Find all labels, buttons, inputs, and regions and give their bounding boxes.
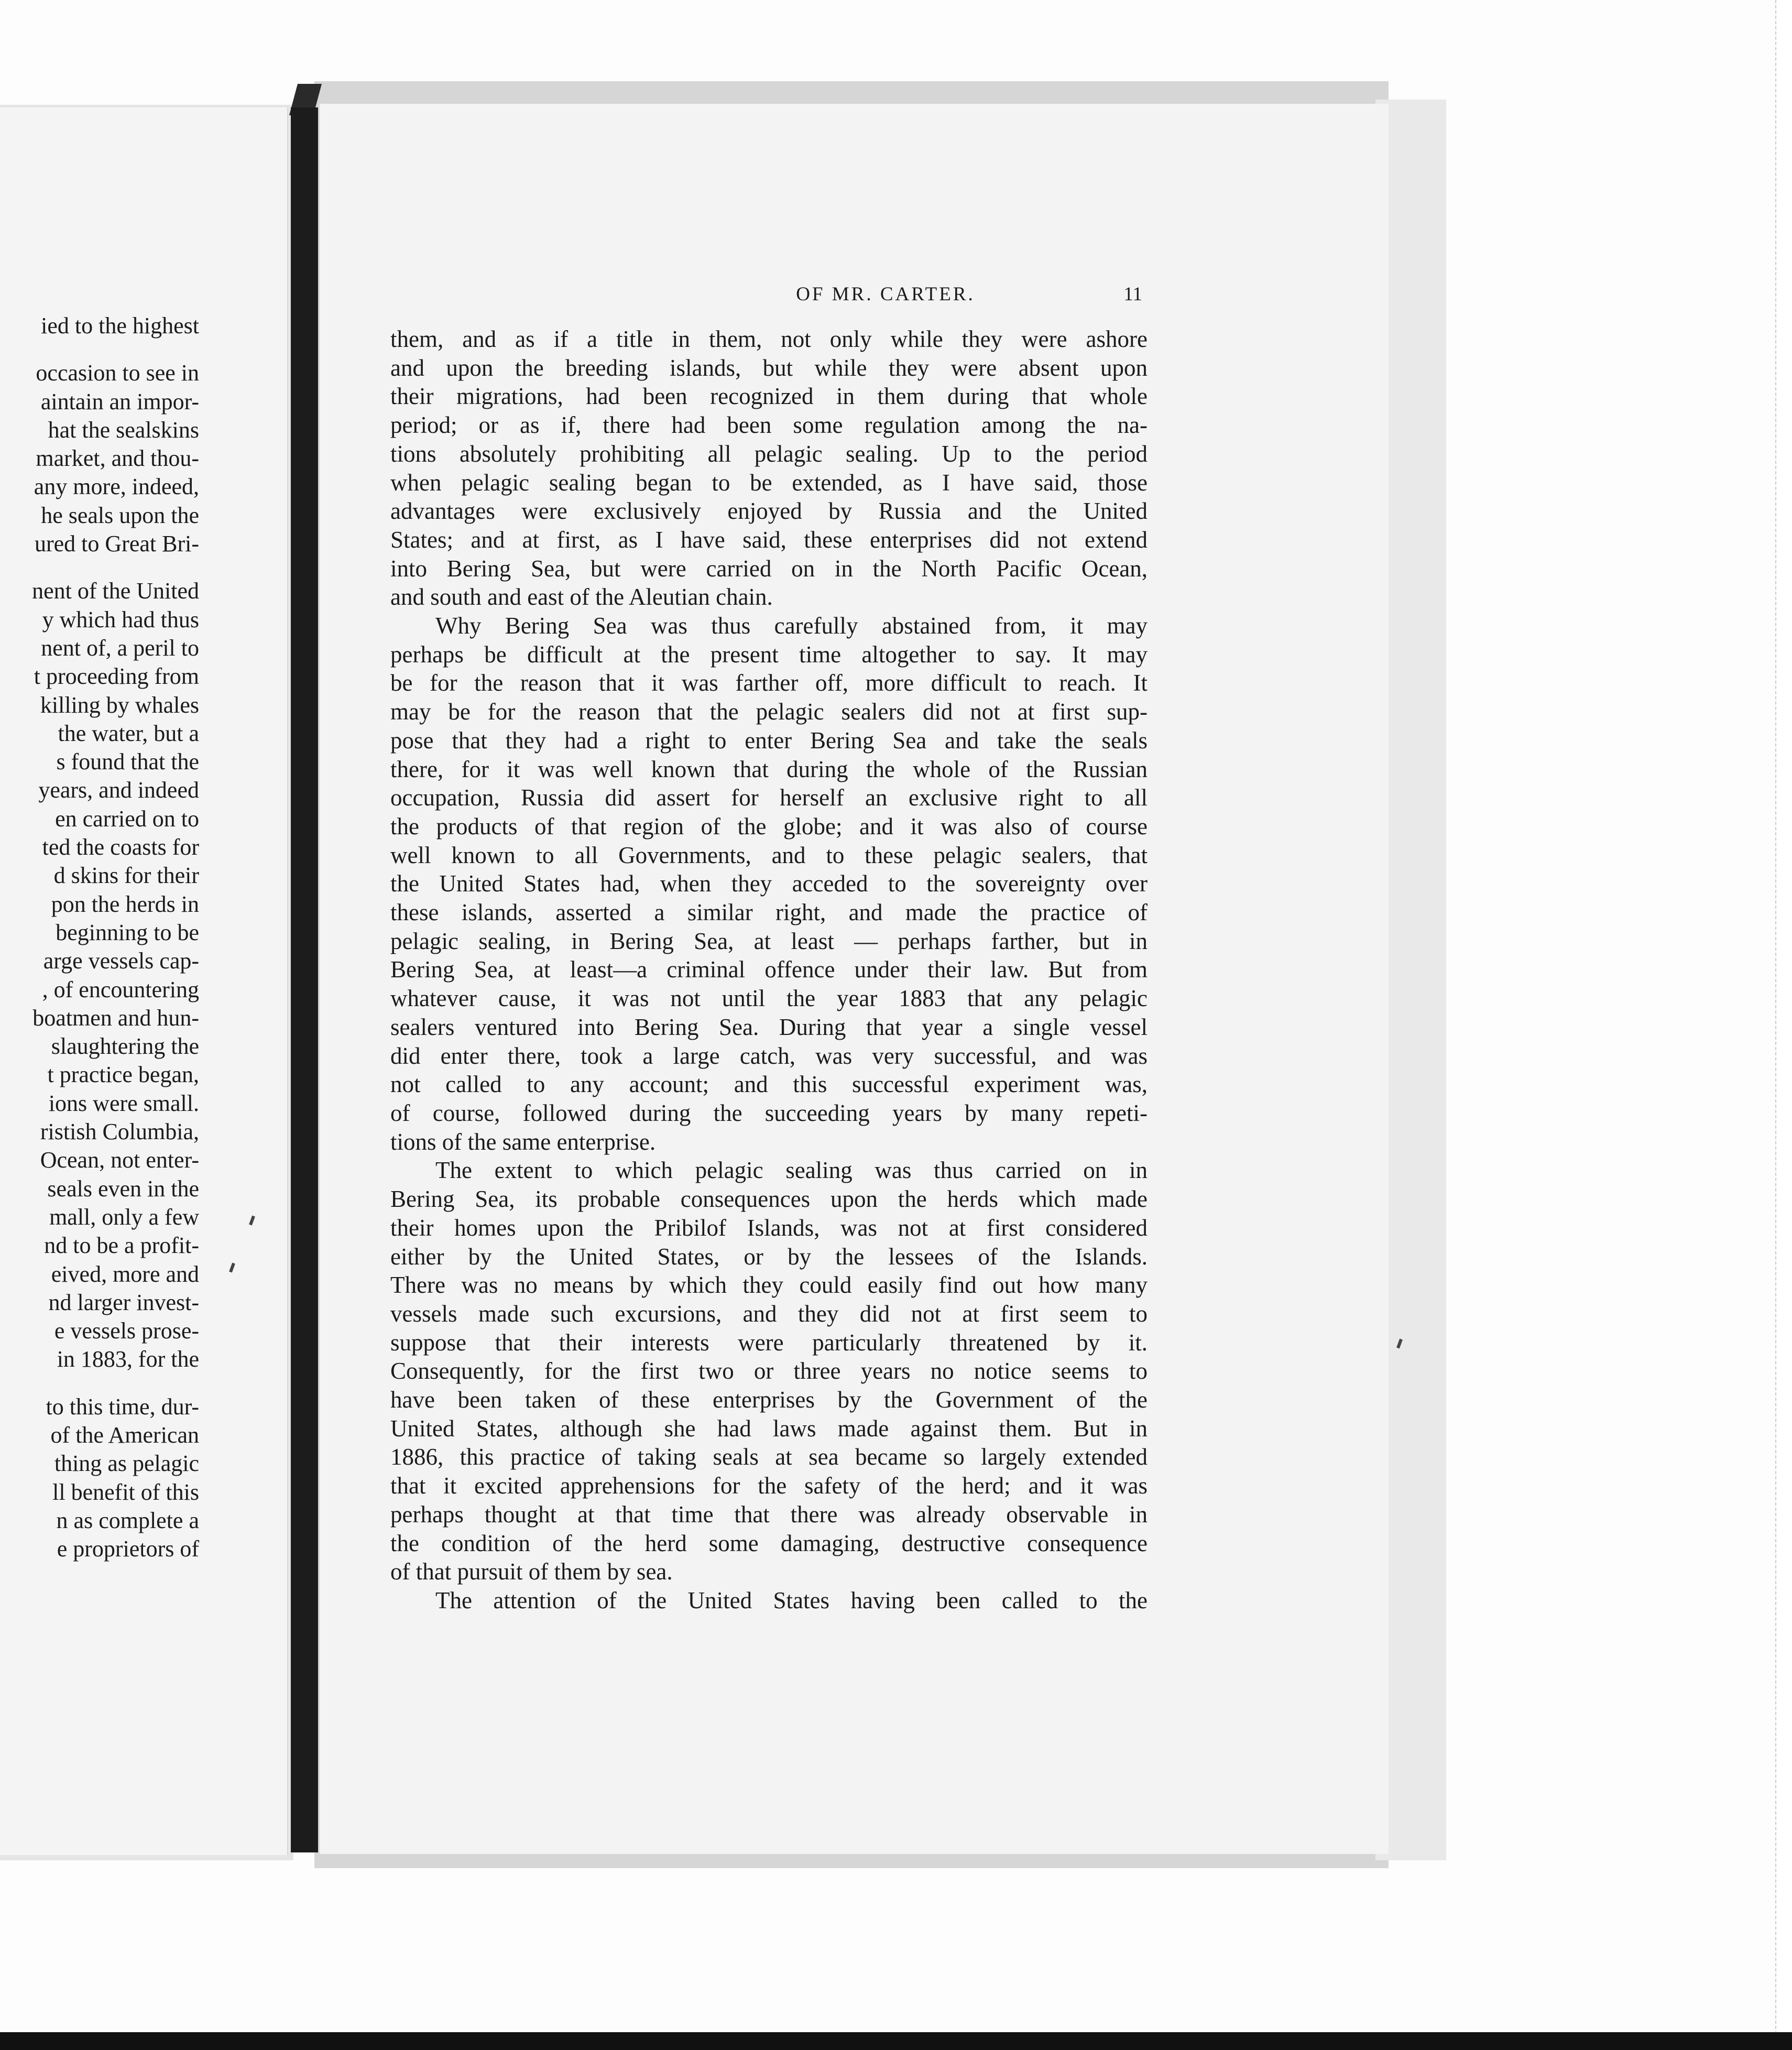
book-spine [291, 107, 318, 1852]
text-line: whatever cause, it was not until the year 1883 that any pelagic [390, 985, 1148, 1012]
text-line: occasion to see in [36, 360, 199, 386]
text-line: Why Bering Sea was thus carefully abstained from, it may [435, 613, 1148, 639]
text-line: 1886, this practice of taking seals at sea became so largely extended [390, 1444, 1148, 1470]
text-line: s found that the [56, 749, 199, 775]
text-line: arge vessels cap- [43, 948, 199, 974]
text-line: of the American [50, 1422, 199, 1448]
text-line: and south and east of the Aleutian chain. [390, 584, 773, 610]
left-page [0, 107, 288, 1855]
text-line: perhaps be difficult at the present time altogether to say. It may [390, 641, 1148, 668]
text-line: vessels made such excursions, and they did not at first seem to [390, 1300, 1148, 1327]
text-line: United States, although she had laws made against them. But in [390, 1415, 1148, 1442]
text-line: when pelagic sealing began to be extended, as I have said, those [390, 469, 1148, 496]
text-line: ured to Great Bri- [35, 531, 199, 557]
text-line: States; and at first, as I have said, these enterprises did not extend [390, 526, 1148, 553]
text-line: either by the United States, or by the lessees of the Islands. [390, 1243, 1148, 1270]
text-line: them, and as if a title in them, not only while they were ashore [390, 326, 1148, 352]
text-line: y which had thus [42, 606, 199, 633]
text-line: tions absolutely prohibiting all pelagic sealing. Up to the period [390, 440, 1148, 467]
text-line: n as complete a [56, 1507, 199, 1533]
text-line: in 1883, for the [57, 1346, 199, 1372]
film-edge-bottom [0, 2032, 1792, 2050]
text-line: ions were small. [48, 1090, 199, 1116]
text-line: e vessels prose- [54, 1318, 199, 1344]
text-line: he seals upon the [41, 502, 199, 528]
text-line: nent of the United [32, 578, 199, 604]
text-line: boatmen and hun- [32, 1005, 199, 1031]
film-edge-right [1775, 0, 1792, 2050]
text-line: en carried on to [55, 805, 199, 832]
text-line: pon the herds in [51, 891, 199, 917]
text-line: these islands, asserted a similar right, and made the practice of [390, 899, 1148, 926]
text-line: their migrations, had been recognized in them during that whole [390, 383, 1148, 410]
text-line: into Bering Sea, but were carried on in the North Pacific Ocean, [390, 555, 1148, 582]
text-line: period; or as if, there had been some regulation among the na- [390, 412, 1148, 439]
text-line: nd larger invest- [48, 1289, 199, 1315]
text-line: suppose that their interests were particularly threatened by it. [390, 1329, 1148, 1356]
text-line: occupation, Russia did assert for herself an exclusive right to all [390, 784, 1148, 811]
text-line: any more, indeed, [34, 474, 199, 500]
text-line: years, and indeed [38, 777, 199, 803]
text-line: the United States had, when they acceded to the sovereignty over [390, 870, 1148, 897]
text-line: nent of, a peril to [41, 635, 199, 661]
text-line: not called to any account; and this successful experiment was, [390, 1071, 1148, 1098]
text-line: ristish Columbia, [40, 1119, 199, 1145]
text-line: advantages were exclusively enjoyed by Russia and the United [390, 498, 1148, 525]
text-line: of course, followed during the succeeding years by many repeti- [390, 1099, 1148, 1126]
text-line: d skins for their [53, 863, 199, 889]
text-line: pelagic sealing, in Bering Sea, at least — perhaps farther, but in [390, 928, 1148, 954]
text-line: may be for the reason that the pelagic sealers did not at first sup- [390, 699, 1148, 725]
left-page-text [0, 312, 199, 1563]
text-line: sealers ventured into Bering Sea. During that year a single vessel [390, 1013, 1148, 1040]
text-line: e proprietors of [57, 1536, 199, 1562]
text-line: the water, but a [58, 720, 199, 746]
text-line: to this time, dur- [46, 1393, 199, 1420]
text-line: be for the reason that it was farther off, more difficult to reach. It [390, 670, 1148, 696]
text-line: Ocean, not enter- [40, 1147, 199, 1173]
text-line: the condition of the herd some damaging, destructive consequence [390, 1530, 1148, 1556]
text-line: beginning to be [56, 919, 199, 945]
text-line: Bering Sea, its probable consequences upon the herds which made [390, 1186, 1148, 1213]
text-line: have been taken of these enterprises by the Government of the [390, 1387, 1148, 1413]
text-line: and upon the breeding islands, but while they were absent upon [390, 354, 1148, 381]
text-line: ll benefit of this [52, 1479, 199, 1505]
text-line: did enter there, took a large catch, was very successful, and was [390, 1042, 1148, 1069]
text-line: The attention of the United States having been called to the [435, 1587, 1148, 1613]
text-line: The extent to which pelagic sealing was thus carried on in [435, 1157, 1148, 1184]
right-page-body-text [390, 325, 1148, 1615]
text-line: killing by whales [40, 692, 199, 718]
text-line: There was no means by which they could easily find out how many [390, 1272, 1148, 1299]
text-line: slaughtering the [51, 1033, 199, 1060]
text-line: ied to the highest [41, 313, 199, 339]
text-line: thing as pelagic [54, 1451, 199, 1477]
text-line: Bering Sea, at least—a criminal offence under their law. But from [390, 956, 1148, 983]
paragraph-gap [0, 340, 199, 359]
text-line: nd to be a profit- [44, 1233, 199, 1259]
text-line: of that pursuit of them by sea. [390, 1558, 673, 1585]
text-line: the products of that region of the globe; and it was also of course [390, 813, 1148, 839]
text-line: their homes upon the Pribilof Islands, was not at first considered [390, 1214, 1148, 1241]
text-line: t proceeding from [34, 663, 199, 690]
text-line: hat the sealskins [48, 417, 199, 443]
paragraph-gap [0, 558, 199, 577]
text-line: well known to all Governments, and to these pelagic sealers, that [390, 842, 1148, 868]
running-head: OF MR. CARTER. [796, 283, 975, 305]
text-line: pose that they had a right to enter Bering Sea and take the seals [390, 727, 1148, 754]
text-line: seals even in the [47, 1175, 199, 1202]
text-line: there, for it was well known that during the whole of the Russian [390, 756, 1148, 782]
text-line: aintain an impor- [40, 388, 199, 415]
text-line: mall, only a few [49, 1204, 199, 1230]
text-line: t practice began, [47, 1062, 199, 1088]
text-line: ted the coasts for [42, 834, 199, 860]
text-line: , of encountering [42, 976, 199, 1002]
paragraph-gap [0, 1374, 199, 1393]
text-line: market, and thou- [36, 445, 199, 472]
page-number: 11 [1123, 283, 1142, 305]
text-line: that it excited apprehensions for the safety of the herd; and it was [390, 1473, 1148, 1499]
text-line: Consequently, for the first two or three years no notice seems to [390, 1358, 1148, 1384]
text-line: perhaps thought at that time that there was already observable in [390, 1501, 1148, 1528]
text-line: eived, more and [51, 1261, 199, 1287]
text-line: tions of the same enterprise. [390, 1128, 656, 1155]
